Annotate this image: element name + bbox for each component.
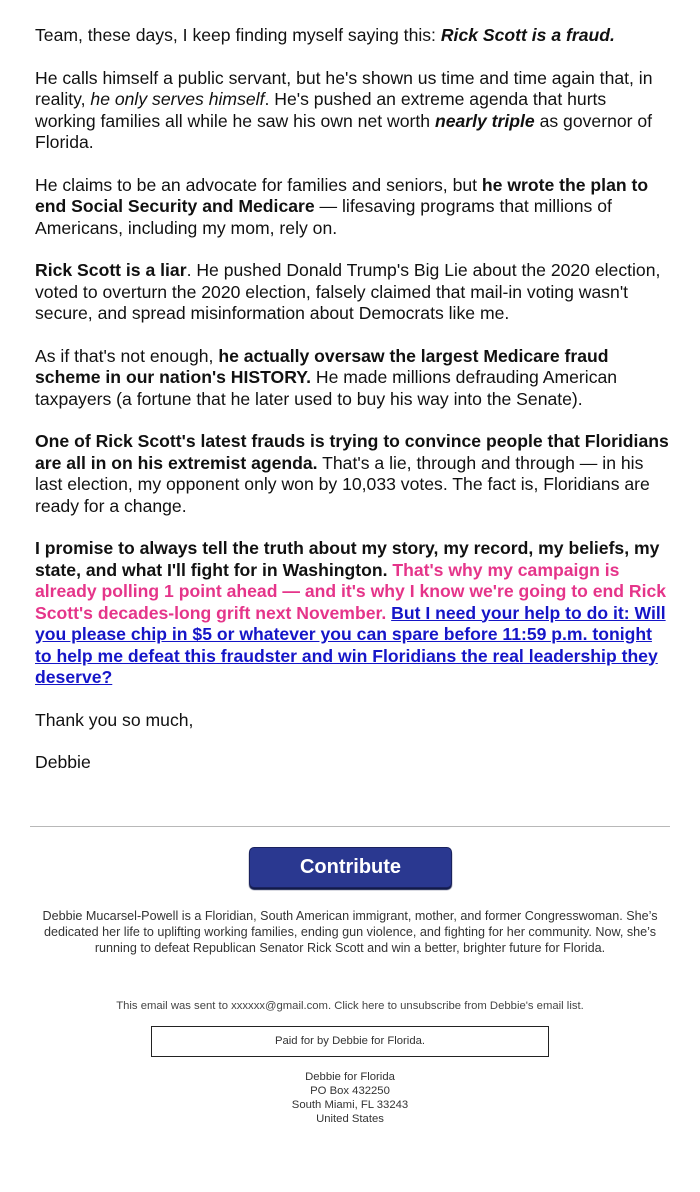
address-name: Debbie for Florida [305, 1071, 395, 1083]
text-span: — lifesaving programs that millions of Americans, including my mom, rely on. [35, 196, 612, 238]
signature: Debbie [35, 752, 91, 772]
paragraph-intro [35, 25, 670, 47]
bold-span: he wrote the plan to end Social Security and Medicare [35, 174, 649, 216]
text-span: . He pushed Donald Trump's Big Lie about the 2020 election, voted to overturn the 2020 election, falsely claimed that mail-in voting wasn't secure, and spread misinformation about Democrats like me. [35, 260, 661, 323]
text-span: That's a lie, through and through — in his last election, my opponent only won by 10,033 votes. The fact is, Floridians are ready for a change. [35, 452, 650, 516]
paragraph-social-security [35, 175, 670, 240]
bold-span: Rick Scott is a liar [35, 260, 187, 280]
paragraph-promise [35, 538, 670, 689]
intro-emphasis: Rick Scott is a fraud. [440, 25, 615, 45]
paragraph-medicare-fraud [35, 346, 670, 411]
text-span: He made millions defrauding American taxpayers (a fortune that he later used to buy his way into the Senate). [35, 367, 618, 409]
address-country: United States [316, 1113, 384, 1125]
text-span: He claims to be an advocate for families and seniors, but [35, 174, 482, 195]
paragraph-public-servant [35, 68, 670, 154]
contribute-button[interactable]: Contribute [249, 847, 452, 888]
paid-for-disclaimer: Paid for by Debbie for Florida. [151, 1026, 549, 1057]
paragraph-latest-fraud [35, 431, 670, 517]
bold-span: I promise to always tell the truth about my story, my record, my beliefs, my state, and what I'll fight for in Washington. [35, 538, 660, 580]
text-span: He calls himself a public servant, but he's shown us time and time again that, in reality, [35, 67, 653, 109]
text-span: . He's pushed an extreme agenda that hurts working families all while he saw his own net worth [35, 89, 607, 131]
candidate-bio: Debbie Mucarsel-Powell is a Floridian, South American immigrant, mother, and former Congresswoman. She’s dedicated her life to uplifting working families, ending gun violence, and fighting for her community. Now, she’s running to defeat Republican Senator Rick Scott and win a better, brighter future for Florida. [42, 909, 658, 956]
bold-italic-span: nearly triple [434, 110, 535, 131]
address-city: South Miami, FL 33243 [291, 1099, 409, 1111]
bold-span: he actually oversaw the largest Medicare fraud scheme in our nation's HISTORY. [35, 345, 609, 387]
unsubscribe-notice[interactable]: This email was sent to xxxxxx@gmail.com. Click here to unsubscribe from Debbie's email list. [116, 1000, 584, 1012]
donate-link[interactable]: But I need your help to do it: Will you please chip in $5 or whatever you can spare before 11:59 p.m. tonight to help me defeat this fraudster and win Floridians the real leadership they deserve? [35, 602, 666, 687]
polling-highlight: That's why my campaign is already polling 1 point ahead — and it's why I know we're going to end Rick Scott's decades-long grift next November. [35, 559, 667, 623]
mailing-address [0, 1070, 700, 1126]
italic-span: he only serves himself [90, 89, 265, 109]
address-po-box: PO Box 432250 [310, 1085, 390, 1097]
paragraph-liar [35, 260, 670, 325]
text-span: as governor of Florida. [35, 110, 653, 152]
closing-line: Thank you so much, [35, 709, 194, 730]
email-body [35, 25, 670, 794]
bold-span: One of Rick Scott's latest frauds is trying to convince people that Floridians are all in on his extremist agenda. [35, 431, 669, 473]
footer-divider [30, 826, 670, 827]
intro-text: Team, these days, I keep finding myself saying this: [35, 25, 441, 45]
text-span: As if that's not enough, [35, 345, 219, 366]
